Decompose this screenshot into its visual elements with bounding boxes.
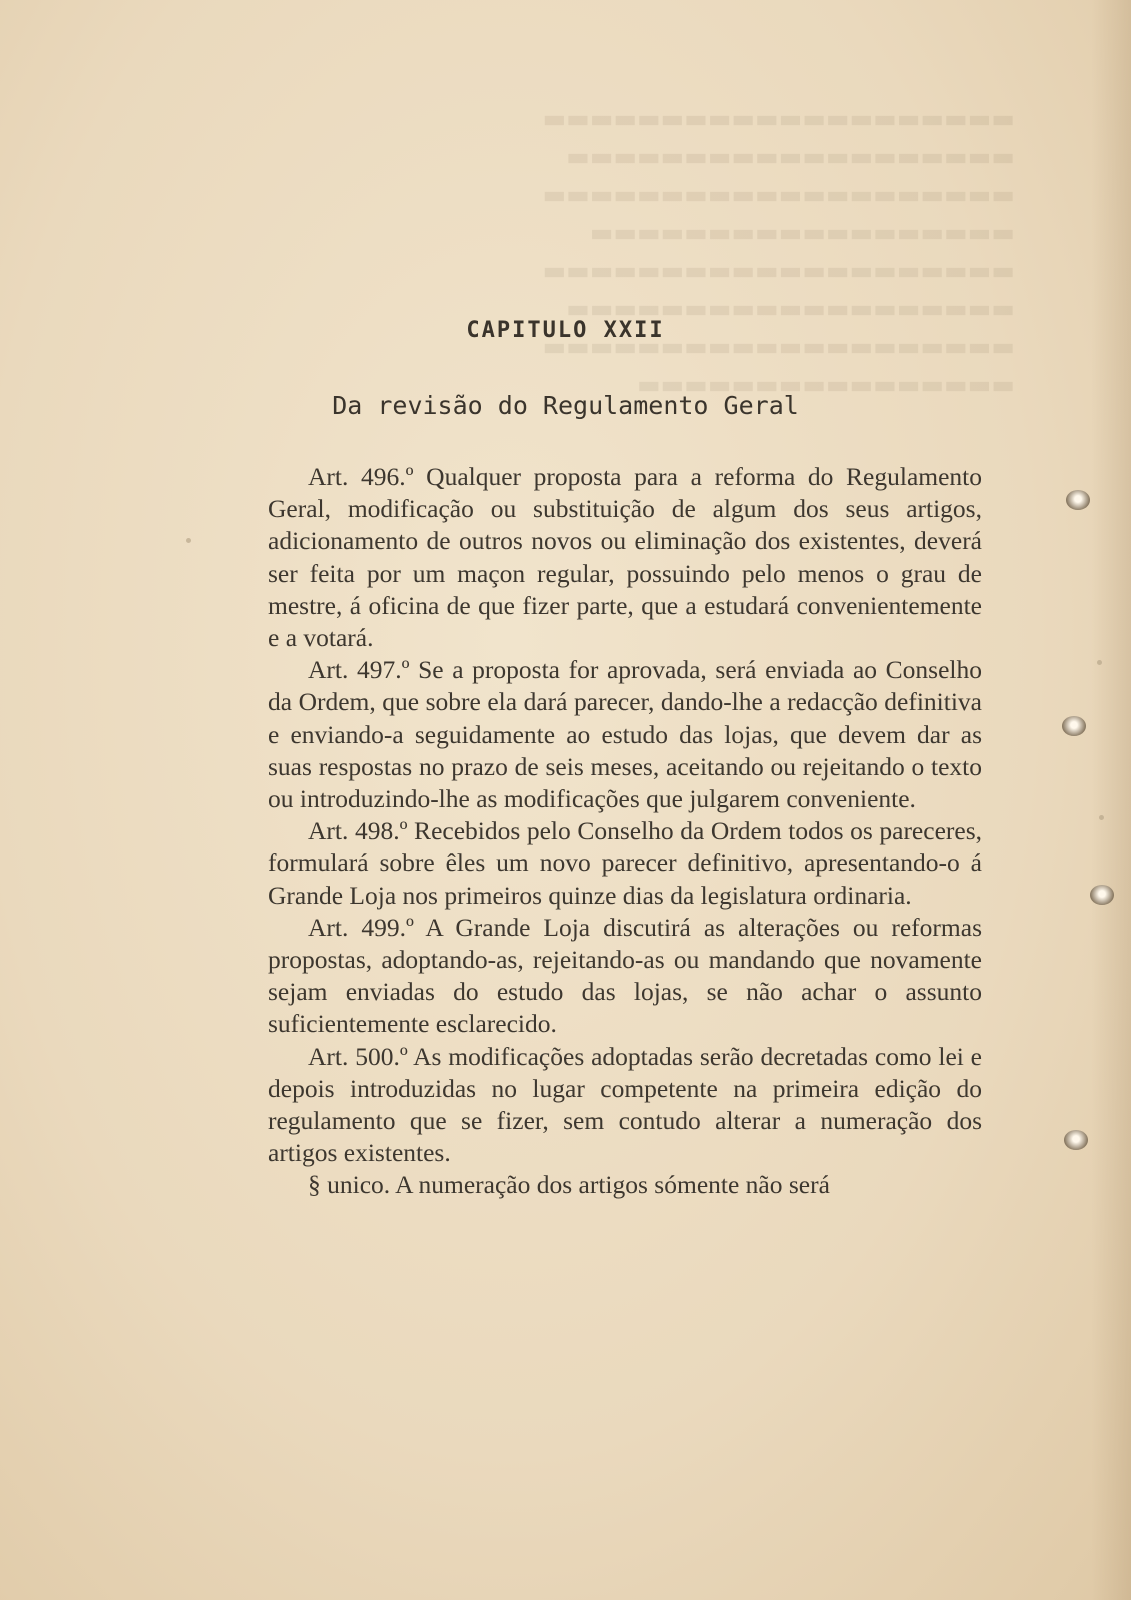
- article-499-paragraph: Art. 499.º A Grande Loja discutirá as alterações ou reformas propostas, adoptando-as, rejeitando-as ou mandando que novamente sejam enviadas do estudo das lojas, se não achar o assunto suficientemente esclarecido.: [268, 912, 982, 1039]
- article-500-paragraph: Art. 500.º As modificações adoptadas serão decretadas como lei e depois introduzidas no lugar competente na primeira edição do regulamento que se fizer, sem contudo alterar a numeração dos artigos existentes.: [268, 1041, 982, 1168]
- section-unico-paragraph: § unico. A numeração dos artigos sómente não será: [308, 1170, 830, 1200]
- chapter-subtitle: Da revisão do Regulamento Geral: [332, 391, 799, 420]
- page-edge-shadow: [1091, 0, 1131, 1600]
- binding-hole: [1062, 716, 1086, 736]
- binding-hole: [1066, 490, 1090, 510]
- ink-speck: [1097, 660, 1102, 665]
- article-text-block: [268, 461, 982, 1202]
- article-497-paragraph: Art. 497.º Se a proposta for aprovada, será enviada ao Conselho da Ordem, que sobre ela dará parecer, dando-lhe a redacção definitiva e enviando-a seguidamente ao estudo das lojas, que devem dar as suas respostas no prazo de seis meses, aceitando ou rejeitando o texto ou introduzindo-lhe as modificações que julgarem conveniente.: [268, 655, 982, 814]
- article-496-paragraph: Art. 496.º Qualquer proposta para a reforma do Regulamento Geral, modificação ou substituição de algum dos seus artigos, adicionamento de outros novos ou eliminação dos existentes, deverá ser feita por um maçon regular, possuindo pelo menos o grau de mestre, á oficina de que fizer parte, que a estudará convenientemente e a votará.: [268, 462, 982, 653]
- bleed-through-texture: ▬▬▬▬▬▬▬▬▬▬▬▬▬▬▬▬▬▬▬▬ ▬▬▬▬▬▬▬▬▬▬▬▬▬▬▬▬▬▬▬ ▬▬▬▬▬▬▬▬▬▬▬▬▬▬▬▬▬▬▬▬ ▬▬▬▬▬▬▬▬▬▬▬▬▬▬▬▬▬▬ ▬▬▬▬▬▬▬▬▬▬▬▬▬▬▬▬▬▬▬▬ ▬▬▬▬▬▬▬▬▬▬▬▬▬▬▬▬▬▬▬ ▬▬▬▬▬▬▬▬▬▬▬▬▬▬▬▬▬▬▬▬ ▬▬▬▬▬▬▬▬▬▬▬▬▬▬▬▬: [542, 104, 1015, 399]
- ink-speck: [1099, 815, 1104, 820]
- binding-hole: [1090, 885, 1114, 905]
- article-498-paragraph: Art. 498.º Recebidos pelo Conselho da Ordem todos os pareceres, formulará sobre êles um novo parecer definitivo, apresentando-o á Grande Loja nos primeiros quinze dias da legislatura ordinaria.: [268, 816, 982, 910]
- binding-hole: [1064, 1130, 1088, 1150]
- chapter-heading: CAPITULO XXII: [466, 318, 665, 343]
- ink-speck: [186, 538, 191, 543]
